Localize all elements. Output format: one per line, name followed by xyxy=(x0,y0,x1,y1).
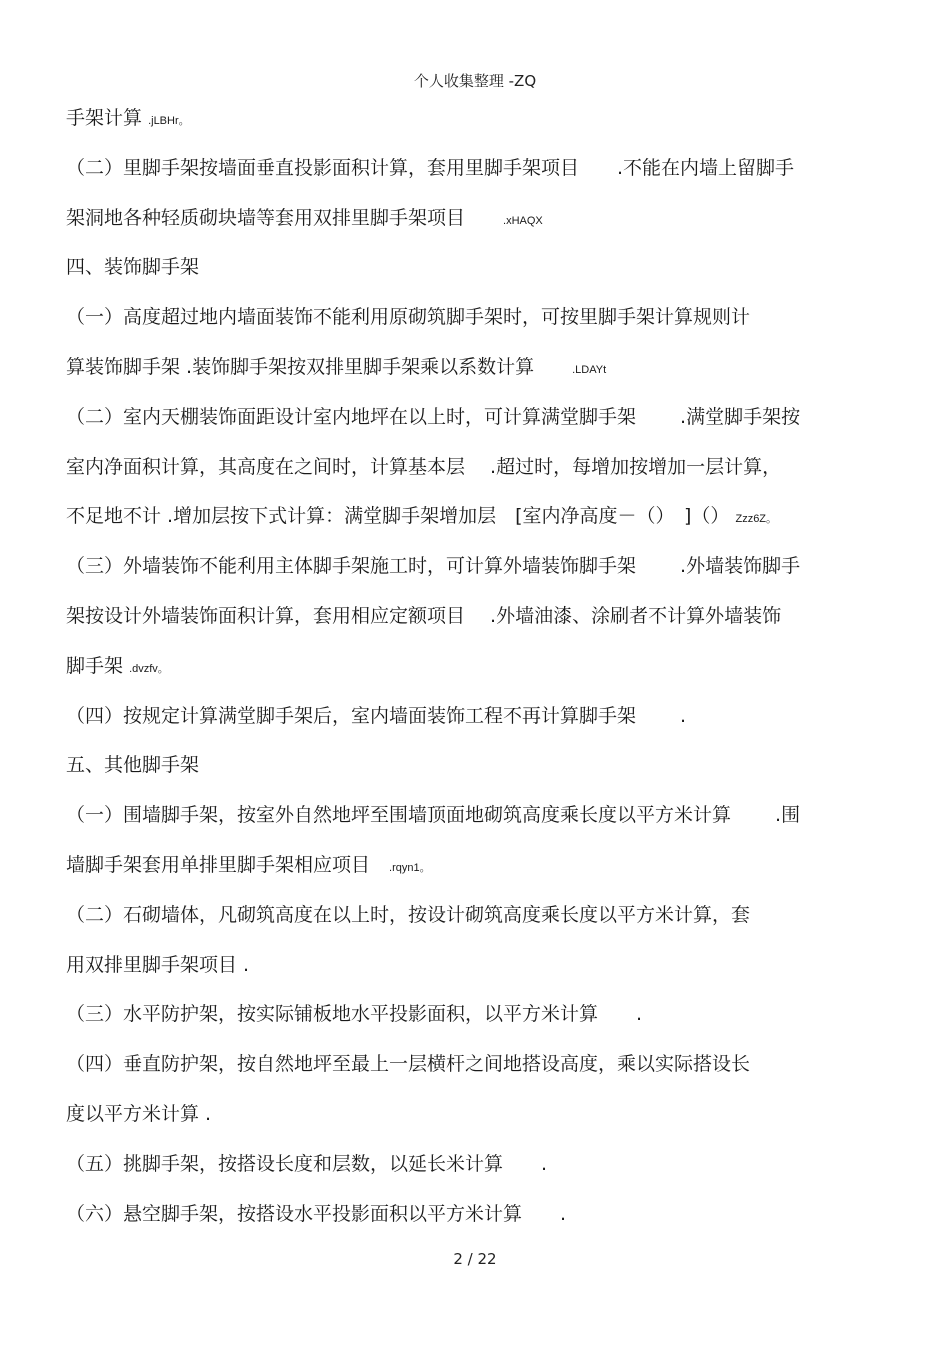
text-line: （一）高度超过地内墙面装饰不能利用原砌筑脚手架时，可按里脚手架计算规则计 xyxy=(66,306,751,329)
text-line: 墙脚手架套用单排里脚手架相应项目 .rqyn1。 xyxy=(66,853,431,876)
text-line: 度以平方米计算 . xyxy=(66,1102,212,1125)
page-header: 个人收集整理 -ZQ xyxy=(413,72,537,90)
text-line: 算装饰脚手架 .装饰脚手架按双排里脚手架乘以系数计算 .LDAYt xyxy=(66,355,607,378)
text-line: 用双排里脚手架项目 . xyxy=(66,953,250,976)
page-number: 2 / 22 xyxy=(453,1250,497,1268)
text-line: （一）围墙脚手架，按室外自然地坪至围墙顶面地砌筑高度乘长度以平方米计算 .围 xyxy=(66,804,801,827)
text-line: 架洞地各种轻质砌块墙等套用双排里脚手架项目 .xHAQX xyxy=(66,206,543,229)
text-line: 不足地不计 .增加层按下式计算：满堂脚手架增加层 [室内净高度－（） ]（） Zzz6Z。 xyxy=(66,505,778,528)
text-line: 架按设计外墙装饰面积计算，套用相应定额项目 .外墙油漆、涂刷者不计算外墙装饰 xyxy=(66,604,782,627)
text-line: 室内净面积计算，其高度在之间时，计算基本层 .超过时，每增加按增加一层计算， xyxy=(66,455,782,478)
text-line: （四）按规定计算满堂脚手架后，室内墙面装饰工程不再计算脚手架 . xyxy=(66,704,687,727)
text-line: （六）悬空脚手架，按搭设水平投影面积以平方米计算 . xyxy=(66,1202,567,1225)
document-body xyxy=(66,98,896,1243)
text-line: （二）室内天棚装饰面距设计室内地坪在以上时，可计算满堂脚手架 .满堂脚手架按 xyxy=(66,405,801,428)
text-line: （四）垂直防护架，按自然地坪至最上一层横杆之间地搭设高度，乘以实际搭设长 xyxy=(66,1053,751,1076)
section-heading: 五、其他脚手架 xyxy=(66,754,200,777)
text-line: （五）挑脚手架，按搭设长度和层数，以延长米计算 . xyxy=(66,1152,548,1175)
text-line: （二）里脚手架按墙面垂直投影面积计算，套用里脚手架项目 .不能在内墙上留脚手 xyxy=(66,156,795,179)
text-line: （三）外墙装饰不能利用主体脚手架施工时，可计算外墙装饰脚手架 .外墙装饰脚手 xyxy=(66,555,801,578)
text-line: （二）石砌墙体，凡砌筑高度在以上时，按设计砌筑高度乘长度以平方米计算，套 xyxy=(66,903,751,926)
text-line: （三）水平防护架，按实际铺板地水平投影面积，以平方米计算 . xyxy=(66,1003,643,1026)
section-heading: 四、装饰脚手架 xyxy=(66,256,200,279)
text-line: 手架计算 .jLBHr。 xyxy=(66,107,190,129)
text-line: 脚手架 .dvzfv。 xyxy=(66,654,169,677)
